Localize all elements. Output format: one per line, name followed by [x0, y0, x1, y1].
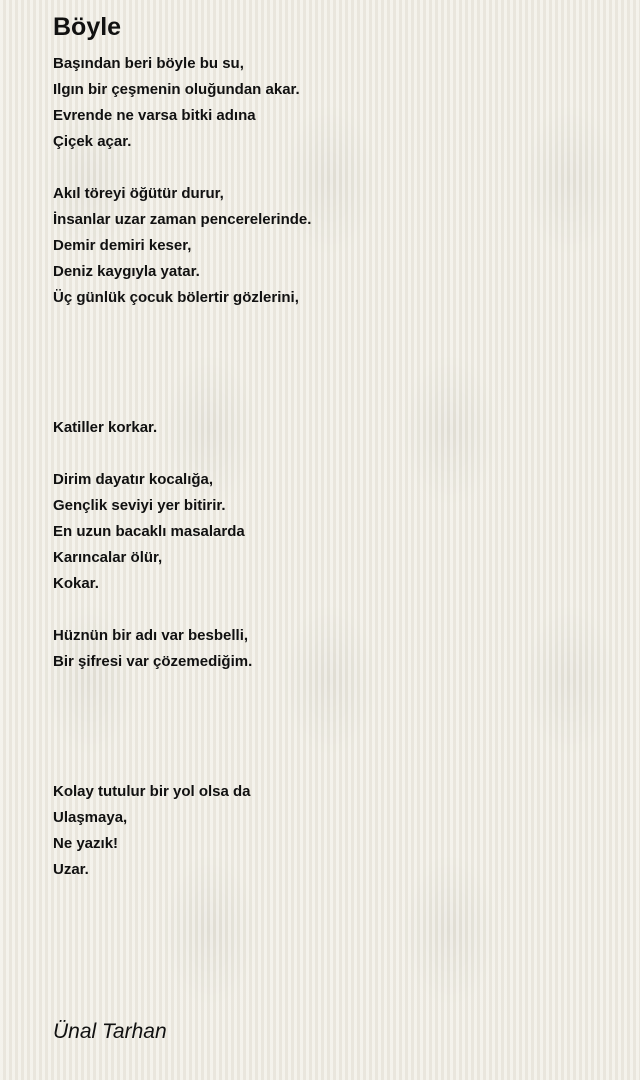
poem-line: Uzar. [53, 861, 89, 878]
stanza-break [53, 675, 613, 779]
poem-line: Çiçek açar. [53, 133, 132, 150]
poem-line: Evrende ne varsa bitki adına [53, 107, 256, 124]
poem-line: Dirim dayatır kocalığa, [53, 471, 214, 488]
poem-line: En uzun bacaklı masalarda [53, 523, 245, 540]
stanza-break [53, 597, 613, 623]
stanza-break [53, 441, 613, 467]
poem-author: Ünal Tarhan [53, 1020, 167, 1043]
poem-line: Başından beri böyle bu su, [53, 55, 244, 72]
poem-title: Böyle [53, 13, 122, 41]
poem-line: Kolay tutulur bir yol olsa da [53, 783, 251, 800]
poem-line: Kokar. [53, 575, 99, 592]
poem-line: İnsanlar uzar zaman pencerelerinde. [53, 211, 312, 228]
poem-line: Ilgın bir çeşmenin oluğundan akar. [53, 81, 300, 98]
poem-line: Üç günlük çocuk bölertir gözlerini, [53, 289, 299, 306]
poem-line: Ne yazık! [53, 835, 119, 852]
poem-line: Karıncalar ölür, [53, 549, 163, 566]
poem-line: Hüznün bir adı var besbelli, [53, 627, 249, 644]
poem-line: Katiller korkar. [53, 419, 158, 436]
poem-line: Ulaşmaya, [53, 809, 128, 826]
stanza-break [53, 155, 613, 181]
poem-line: Deniz kaygıyla yatar. [53, 263, 200, 280]
stanza-break [53, 311, 613, 415]
poem-line: Bir şifresi var çözemediğim. [53, 653, 253, 670]
poem-body [53, 51, 613, 883]
poem-line: Demir demiri keser, [53, 237, 192, 254]
poem-line: Akıl töreyi öğütür durur, [53, 185, 224, 202]
poem-line: Gençlik seviyi yer bitirir. [53, 497, 226, 514]
